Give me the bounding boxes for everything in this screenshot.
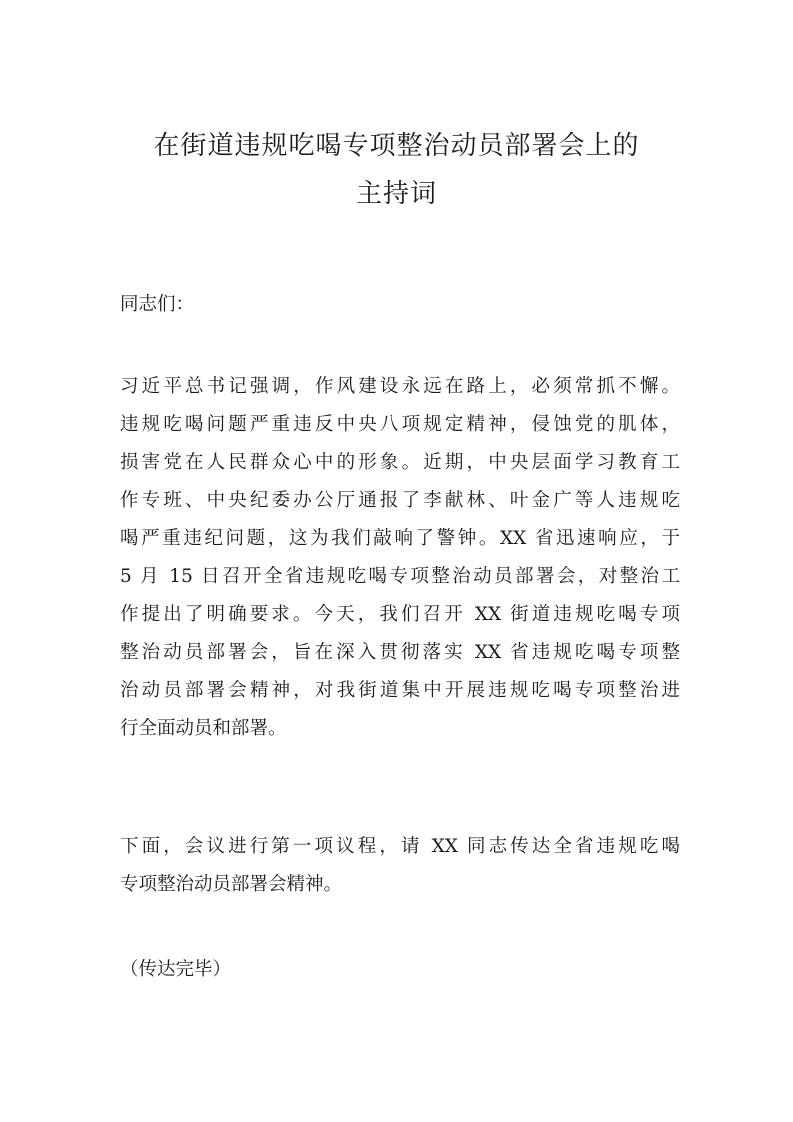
paragraph-2-line: 下面，会议进行第一项议程，请 XX 同志传达全省违规吃喝: [120, 836, 680, 857]
paragraph-1-line: 喝严重违纪问题，这为我们敲响了警钟。XX 省迅速响应，于: [120, 528, 680, 549]
salutation: 同志们：: [120, 294, 195, 315]
paragraph-1-line: 治动员部署会精神，对我街道集中开展违规吃喝专项整治进: [120, 680, 680, 701]
document-title-line-1: 在街道违规吃喝专项整治动员部署会上的: [153, 131, 640, 161]
paragraph-1-line: 习近平总书记强调，作风建设永远在路上，必须常抓不懈。: [120, 376, 680, 397]
paragraph-1-line: 违规吃喝问题严重违反中央八项规定精神，侵蚀党的肌体，: [120, 414, 680, 435]
paragraph-1-line: 整治动员部署会，旨在深入贯彻落实 XX 省违规吃喝专项整: [120, 642, 680, 663]
paragraph-1-line: 作提出了明确要求。今天，我们召开 XX 街道违规吃喝专项: [120, 604, 680, 625]
paragraph-1-line: 行全面动员和部署。: [120, 718, 287, 739]
proceedings-note: （传达完毕）: [120, 959, 232, 980]
paragraph-1-line: 损害党在人民群众心中的形象。近期，中央层面学习教育工: [120, 452, 680, 473]
paragraph-1-line: 作专班、中央纪委办公厅通报了李献林、叶金广等人违规吃: [120, 490, 680, 511]
document-title-line-2: 主持词: [355, 179, 437, 209]
paragraph-2-line: 专项整治动员部署会精神。: [120, 874, 343, 895]
paragraph-1-line: 5 月 15 日召开全省违规吃喝专项整治动员部署会，对整治工: [120, 566, 680, 587]
